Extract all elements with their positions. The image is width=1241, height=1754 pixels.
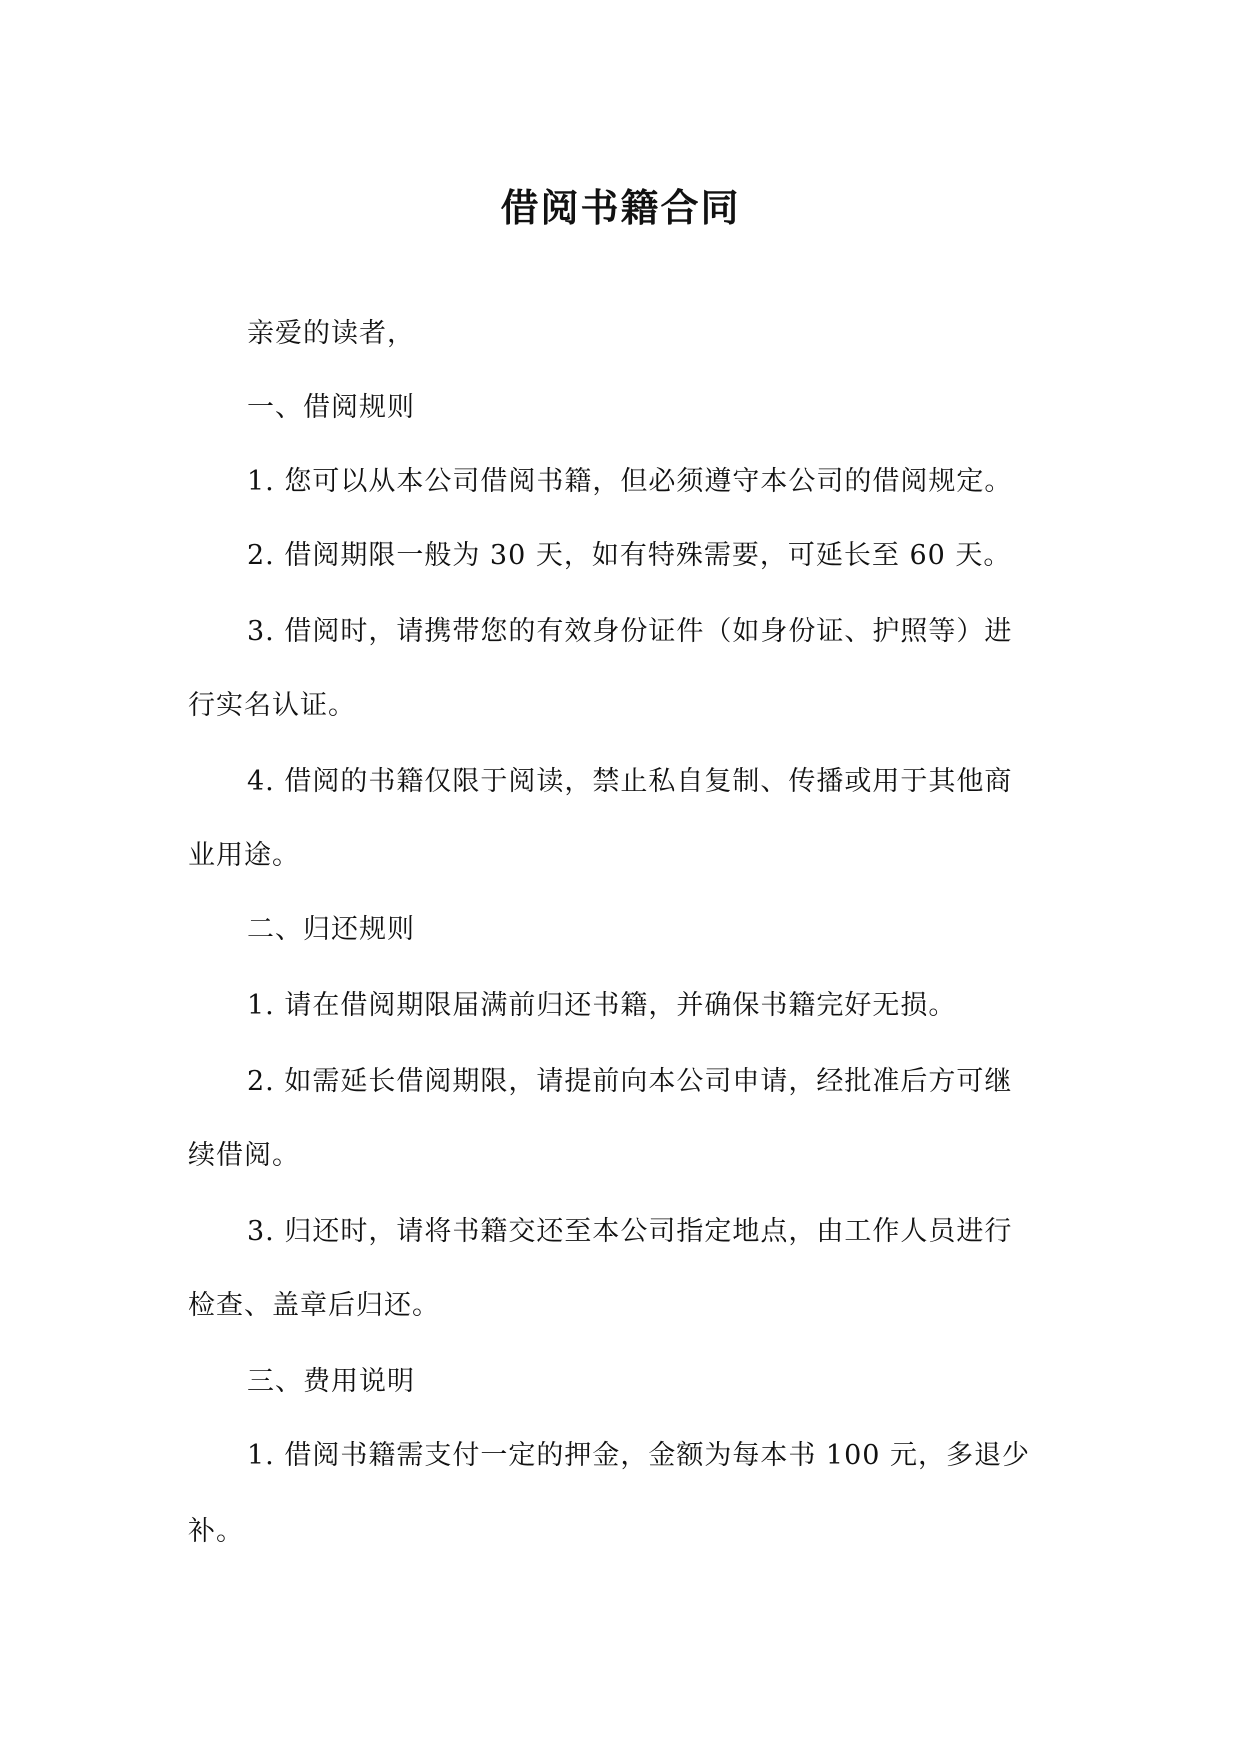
borrow-rule-2: 2. 借阅期限一般为 30 天，如有特殊需要，可延长至 60 天。 (247, 540, 1012, 571)
fee-item-1-line1: 1. 借阅书籍需支付一定的押金，金额为每本书 100 元，多退少 (247, 1440, 1031, 1471)
borrow-rule-3-line1: 3. 借阅时，请携带您的有效身份证件（如身份证、护照等）进 (247, 616, 1013, 647)
borrow-rule-4-line1: 4. 借阅的书籍仅限于阅读，禁止私自复制、传播或用于其他商 (247, 766, 1013, 797)
fee-item-1-line2: 补。 (188, 1516, 244, 1547)
borrow-rule-4-line2: 业用途。 (188, 840, 300, 871)
section-heading-return-rules: 二、归还规则 (247, 914, 415, 945)
salutation: 亲爱的读者， (247, 318, 415, 349)
section-heading-fees: 三、费用说明 (247, 1366, 415, 1397)
return-rule-3-line1: 3. 归还时，请将书籍交还至本公司指定地点，由工作人员进行 (247, 1216, 1013, 1247)
document-title: 借阅书籍合同 (500, 185, 741, 230)
return-rule-2-line1: 2. 如需延长借阅期限，请提前向本公司申请，经批准后方可继 (247, 1066, 1013, 1097)
borrow-rule-3-line2: 行实名认证。 (188, 690, 356, 721)
return-rule-1: 1. 请在借阅期限届满前归还书籍，并确保书籍完好无损。 (247, 990, 957, 1021)
return-rule-3-line2: 检查、盖章后归还。 (188, 1290, 440, 1321)
return-rule-2-line2: 续借阅。 (188, 1140, 300, 1171)
borrow-rule-1: 1. 您可以从本公司借阅书籍，但必须遵守本公司的借阅规定。 (247, 466, 1013, 497)
section-heading-borrow-rules: 一、借阅规则 (247, 392, 415, 423)
